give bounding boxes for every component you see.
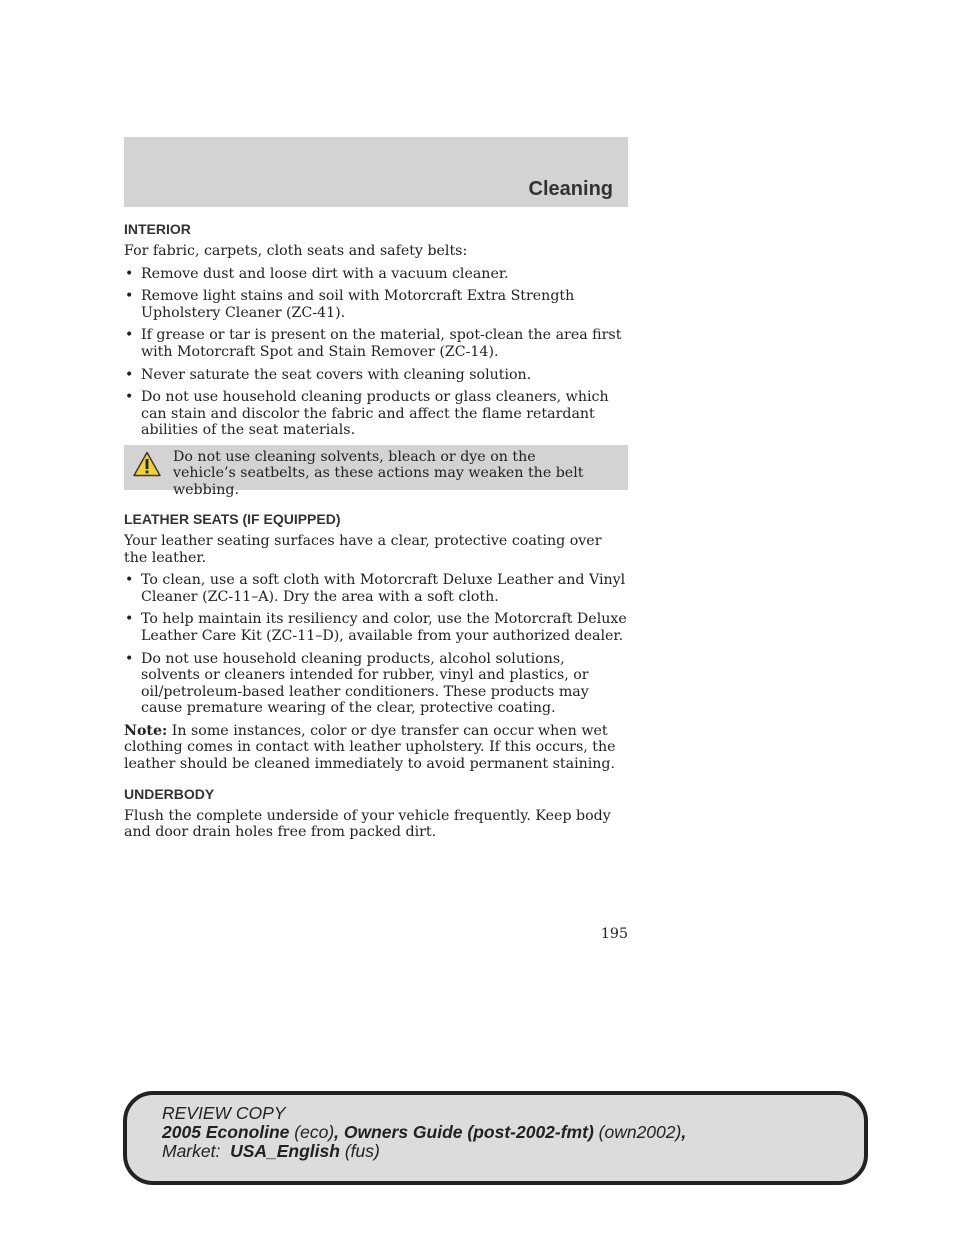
warning-box xyxy=(124,445,628,498)
leather-note xyxy=(124,723,628,773)
bullet-icon: • xyxy=(125,389,134,406)
list-item: • Never saturate the seat covers with cleaning solution. xyxy=(125,366,532,383)
footer-text xyxy=(162,1104,686,1161)
warning-triangle-icon xyxy=(133,451,161,477)
footer-market-line: Market: USA_English (fus) xyxy=(162,1141,380,1161)
bullet-icon: • xyxy=(125,572,134,589)
section-header-band xyxy=(124,137,628,207)
note-label: Note: xyxy=(124,722,168,739)
leather-intro: Your leather seating surfaces have a clear, protective coating over the leather. xyxy=(124,532,602,566)
warning-text: Do not use cleaning solvents, bleach or dye on the vehicle’s seatbelts, as these actions may weaken the belt webbing. xyxy=(173,448,584,498)
bullet-icon: • xyxy=(125,611,134,628)
list-item: • Do not use household cleaning products, alcohol solutions, solvents or cleaners intended for rubber, vinyl and plastics, or oil/petroleum-based leather conditioners. These products may cause premature wearing of the clear, protective coating. xyxy=(125,650,589,717)
list-item: • Do not use household cleaning products or glass cleaners, which can stain and discolor the fabric and affect the flame retardant abilities of the seat materials. xyxy=(125,389,609,439)
list-item: • Remove light stains and soil with Motorcraft Extra Strength Upholstery Cleaner (ZC-41). xyxy=(125,288,575,321)
interior-heading: INTERIOR xyxy=(124,221,191,237)
interior-list xyxy=(124,266,628,439)
section-title: Cleaning xyxy=(528,178,613,200)
leather-heading: LEATHER SEATS (IF EQUIPPED) xyxy=(124,510,341,527)
note-text: In some instances, color or dye transfer can occur when wet clothing comes in contact with leather upholstery. If this occurs, the leather should be cleaned immediately to avoid permanent staining. xyxy=(124,722,616,773)
review-copy-footer xyxy=(123,1091,868,1185)
list-item: • If grease or tar is present on the material, spot-clean the area first with Motorcraft Spot and Stain Remover (ZC-14). xyxy=(125,327,622,360)
leather-list xyxy=(124,572,628,717)
list-item: • Remove dust and loose dirt with a vacuum cleaner. xyxy=(125,265,509,282)
list-item: • To clean, use a soft cloth with Motorcraft Deluxe Leather and Vinyl Cleaner (ZC-11–A). Dry the area with a soft cloth. xyxy=(125,572,626,605)
bullet-icon: • xyxy=(125,366,134,383)
bullet-icon: • xyxy=(125,650,134,667)
interior-intro: For fabric, carpets, cloth seats and safety belts: xyxy=(124,243,468,259)
list-item: • To help maintain its resiliency and color, use the Motorcraft Deluxe Leather Care Kit (ZC-11–D), available from your authorized dealer. xyxy=(125,611,627,644)
underbody-heading: UNDERBODY xyxy=(124,785,215,802)
bullet-icon: • xyxy=(125,265,134,282)
footer-review-copy: REVIEW COPY xyxy=(162,1103,286,1123)
footer-guide-line: 2005 Econoline (eco), Owners Guide (post-2002-fmt) (own2002), xyxy=(162,1122,687,1142)
page-content xyxy=(124,220,628,847)
bullet-icon: • xyxy=(125,288,134,305)
underbody-text: Flush the complete underside of your vehicle frequently. Keep body and door drain holes free from packed dirt. xyxy=(124,807,611,841)
bullet-icon: • xyxy=(125,327,134,344)
page-number: 195 xyxy=(600,926,628,942)
